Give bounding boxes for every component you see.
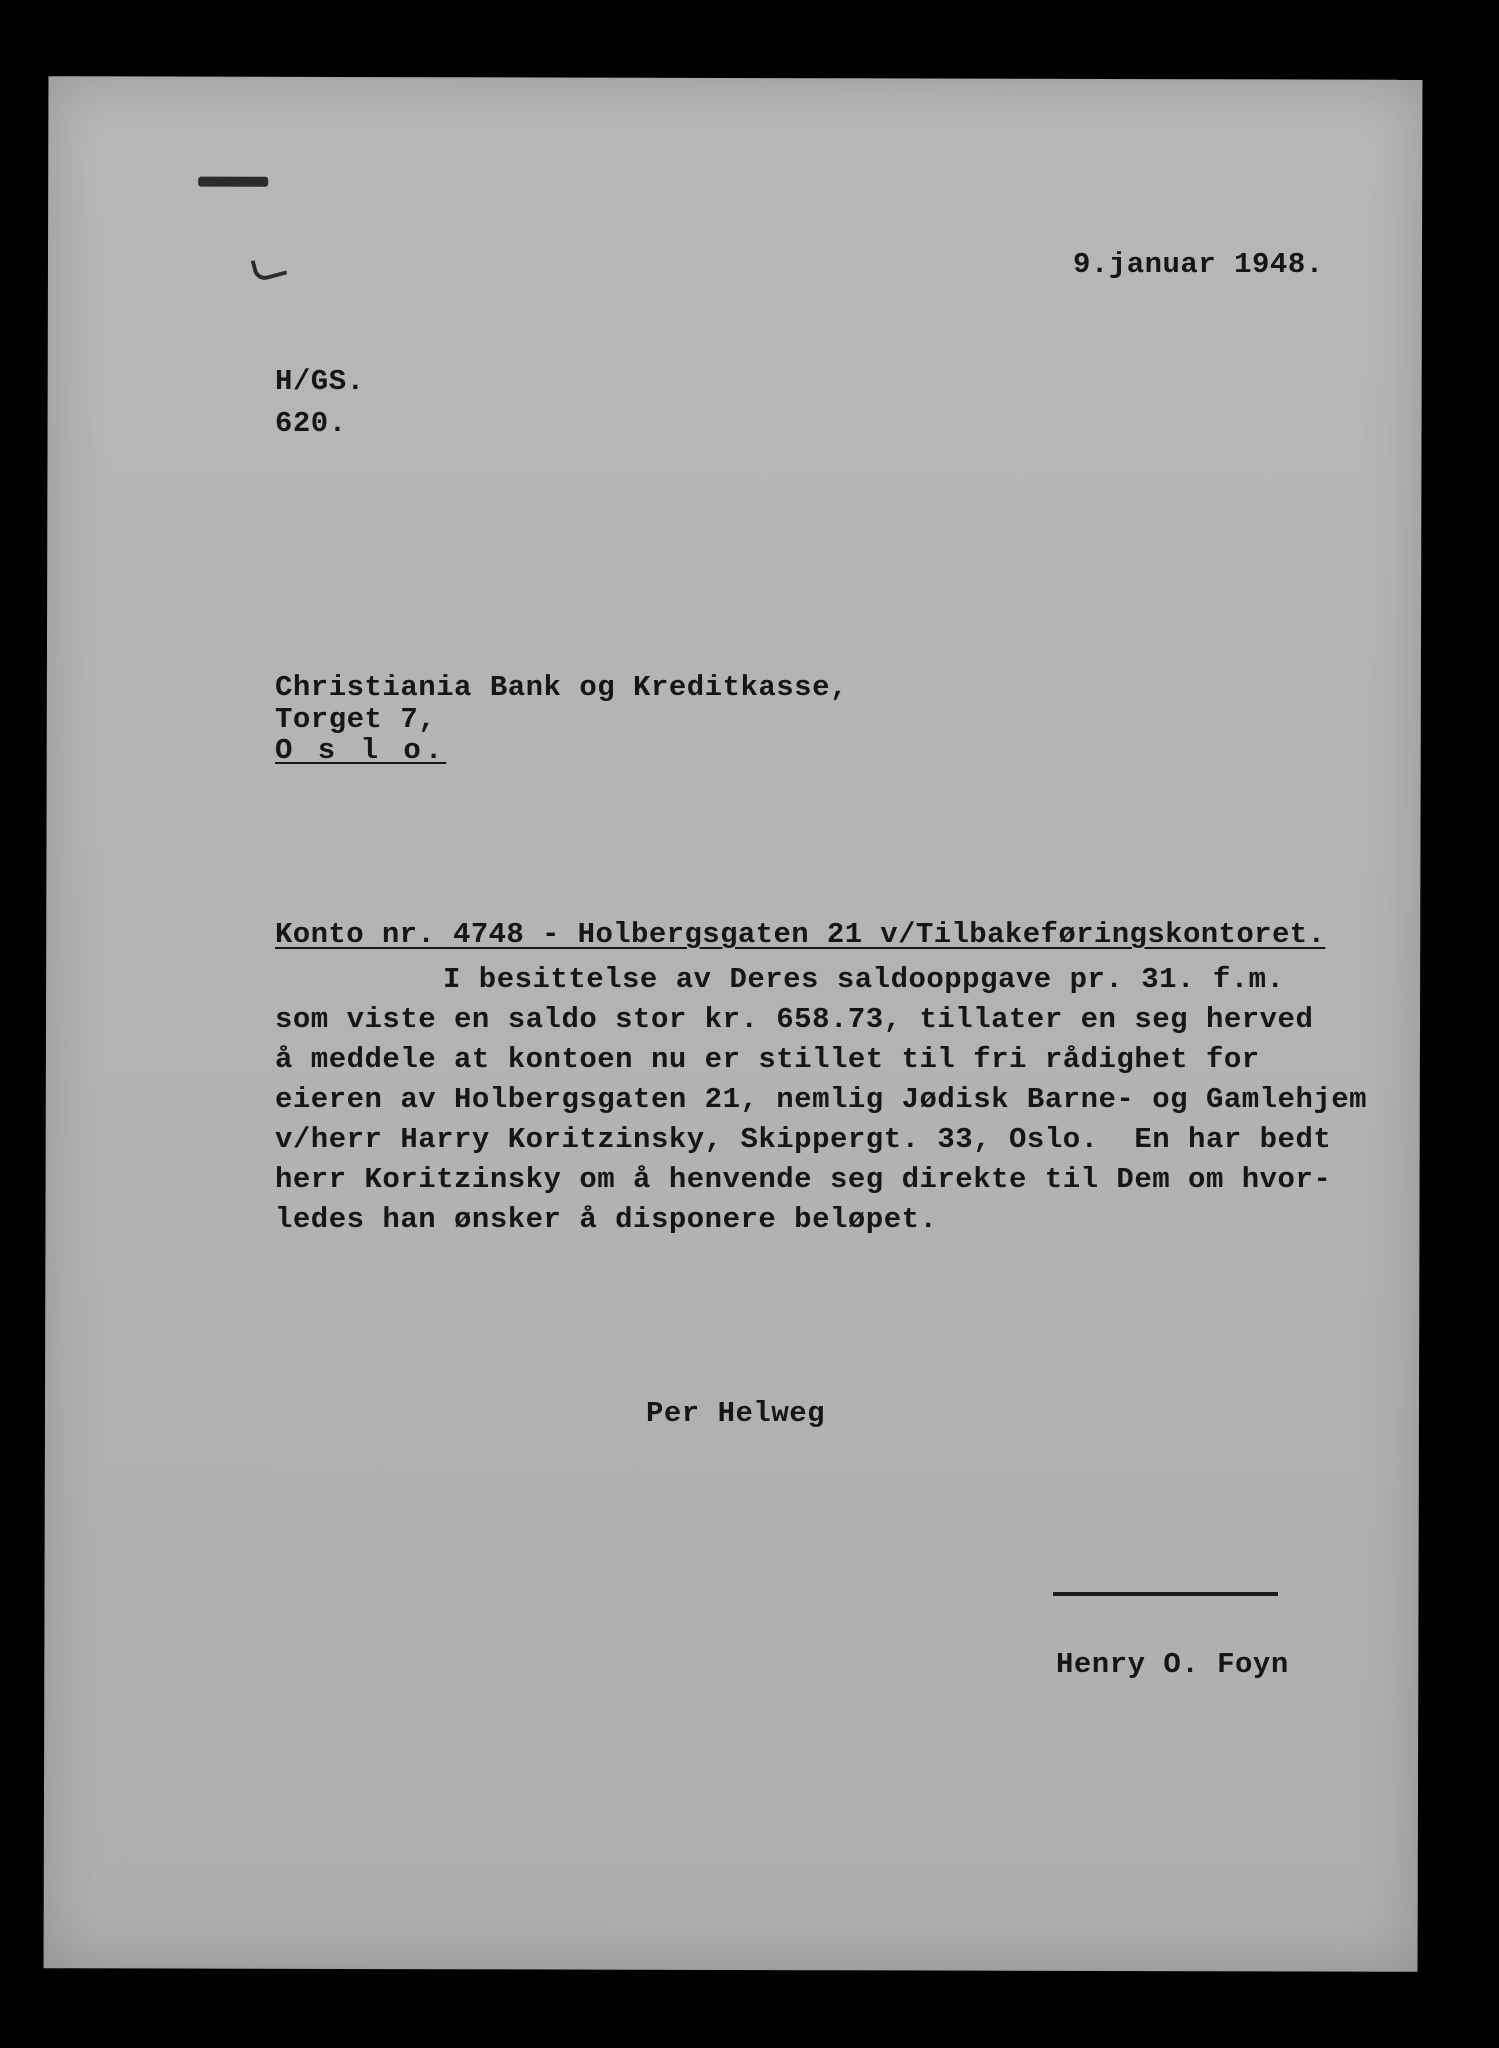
- signature-line: [1053, 1592, 1278, 1596]
- letter-date: 9.januar 1948.: [1073, 248, 1324, 281]
- recipient-city: O s l o.: [275, 734, 447, 767]
- ink-mark: [198, 177, 268, 187]
- letter-subject: Konto nr. 4748 - Holbergsgaten 21 v/Tilbakeføringskontoret.: [275, 918, 1326, 951]
- body-line: v/herr Harry Koritzinsky, Skippergt. 33, Oslo. En har bedt: [275, 1123, 1332, 1156]
- body-line: I besittelse av Deres saldooppgave pr. 31. f.m.: [443, 963, 1285, 996]
- ink-tick: [251, 253, 288, 282]
- body-line: å meddele at kontoen nu er stillet til fri rådighet for: [275, 1043, 1260, 1076]
- body-line: herr Koritzinsky om å henvende seg direkte til Dem om hvor-: [275, 1163, 1332, 1196]
- reference-number: 620.: [275, 407, 347, 440]
- signatory-left: Per Helweg: [646, 1397, 826, 1430]
- reference-initials: H/GS.: [275, 365, 365, 398]
- body-line: som viste en saldo stor kr. 658.73, tillater en seg herved: [275, 1003, 1314, 1036]
- letter-body: [275, 960, 1368, 1240]
- recipient-street: Torget 7,: [275, 703, 437, 736]
- recipient-name: Christiania Bank og Kreditkasse,: [275, 671, 848, 704]
- body-line: ledes han ønsker å disponere beløpet.: [275, 1203, 938, 1236]
- body-line: eieren av Holbergsgaten 21, nemlig Jødisk Barne- og Gamlehjem: [275, 1083, 1368, 1116]
- signatory-right: Henry O. Foyn: [1056, 1648, 1289, 1681]
